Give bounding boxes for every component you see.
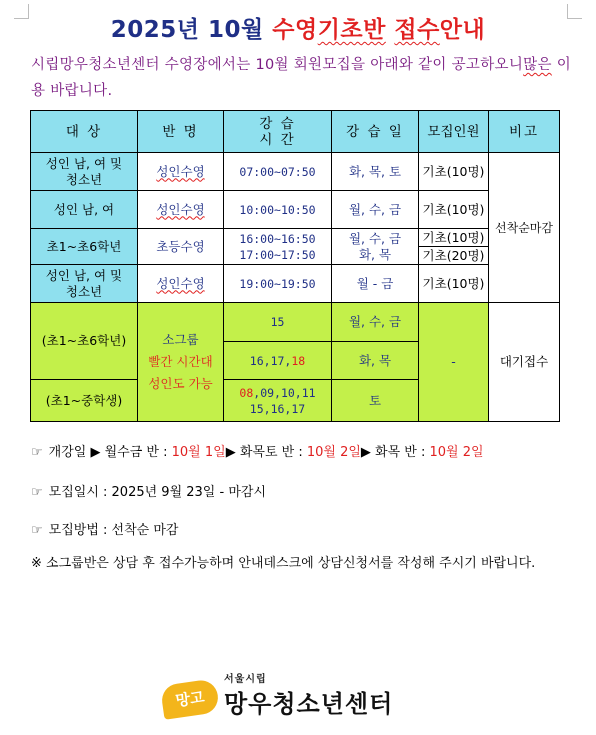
header-note: 비고 (489, 111, 560, 153)
cell-days-small-b: 화, 목 (332, 342, 419, 380)
cell-class: 성인수영 (138, 265, 224, 303)
cell-target: 성인 남, 여 (31, 191, 138, 229)
cell-class: 성인수영 (138, 153, 224, 191)
cell-target: 초1~초6학년 (31, 229, 138, 265)
page-title: 2025년 10월 수영기초반 접수안내 (110, 17, 486, 43)
cell-target: 성인 남, 여 및 청소년 (31, 265, 138, 303)
header-capacity: 모집인원 (419, 111, 489, 153)
header-target: 대 상 (31, 111, 138, 153)
cell-time: 07:00~07:50 (224, 153, 332, 191)
logo-badge: 망고 (160, 678, 220, 719)
note-recruit-method: ☞ 모집방법 : 선착순 마감 (31, 523, 179, 538)
cell-time: 19:00~19:50 (224, 265, 332, 303)
cell-time-small-b: 16,17,18 (224, 342, 332, 380)
table-row (31, 265, 560, 303)
cell-note-waiting: 대기접수 (489, 303, 560, 422)
cell-days-small-a: 월, 수, 금 (332, 303, 419, 342)
cell-time: 16:00~16:50 17:00~17:50 (224, 229, 332, 265)
cell-class-small-group: 소그룹 빨간 시간대 성인도 가능 (138, 303, 224, 422)
table-row (31, 229, 560, 265)
table-header-row (31, 111, 560, 153)
cell-days: 월, 수, 금 (332, 191, 419, 229)
cell-time-small-a: 15 (224, 303, 332, 342)
triangle-right-icon: ▶ (90, 445, 101, 460)
cell-capacity: 기초(10명) (419, 265, 489, 303)
cell-class: 성인수영 (138, 191, 224, 229)
hand-pointer-icon: ☞ (31, 485, 43, 500)
cell-time-small-c: 08,09,10,11 15,16,17 (224, 380, 332, 422)
cell-target: 성인 남, 여 및 청소년 (31, 153, 138, 191)
header-days: 강 습 일 (332, 111, 419, 153)
cell-days: 월 - 금 (332, 265, 419, 303)
cell-target-small-a: (초1~초6학년) (31, 303, 138, 380)
note-recruit-period: ☞ 모집일시 : 2025년 9월 23일 - 마감시 (31, 485, 266, 500)
cell-note-first-come: 선착순마감 (489, 153, 560, 303)
cell-capacity: 기초(10명) (419, 191, 489, 229)
hand-pointer-icon: ☞ (31, 445, 43, 460)
cell-days: 화, 목, 토 (332, 153, 419, 191)
cell-capacity-small: - (419, 303, 489, 422)
cell-days: 월, 수, 금 화, 목 (332, 229, 419, 265)
triangle-right-icon: ▶ (360, 445, 371, 460)
table-row (31, 153, 560, 191)
header-class: 반 명 (138, 111, 224, 153)
logo-subtitle: 서울시립 (224, 674, 267, 685)
intro-paragraph: 시립망우청소년센터 수영장에서는 10월 회원모집을 아래와 같이 공고하오니많은 이용 바랍니다. (31, 57, 571, 99)
cell-capacity: 기초(10명) (419, 153, 489, 191)
center-logo (162, 670, 442, 720)
schedule-table (30, 110, 560, 422)
triangle-right-icon: ▶ (225, 445, 236, 460)
note-small-group-info: ※ 소그룹반은 상담 후 접수가능하며 안내데스크에 상담신청서를 작성해 주시기 바랍니다. (31, 556, 536, 571)
header-time: 강 습 시 간 (224, 111, 332, 153)
cell-time: 10:00~10:50 (224, 191, 332, 229)
cell-capacity: 기초(10명) 기초(20명) (419, 229, 489, 265)
cell-days-small-c: 토 (332, 380, 419, 422)
note-opening-date: ☞ 개강일 ▶ 월수금 반 : 10월 1일▶ 화목토 반 : 10월 2일▶ 화목 반 : 10월 2일 (31, 445, 484, 460)
table-row (31, 191, 560, 229)
cell-class: 초등수영 (138, 229, 224, 265)
cell-target-small-b: (초1~중학생) (31, 380, 138, 422)
logo-name: 망우청소년센터 (224, 690, 394, 718)
table-row-small-group (31, 303, 560, 342)
hand-pointer-icon: ☞ (31, 523, 43, 538)
